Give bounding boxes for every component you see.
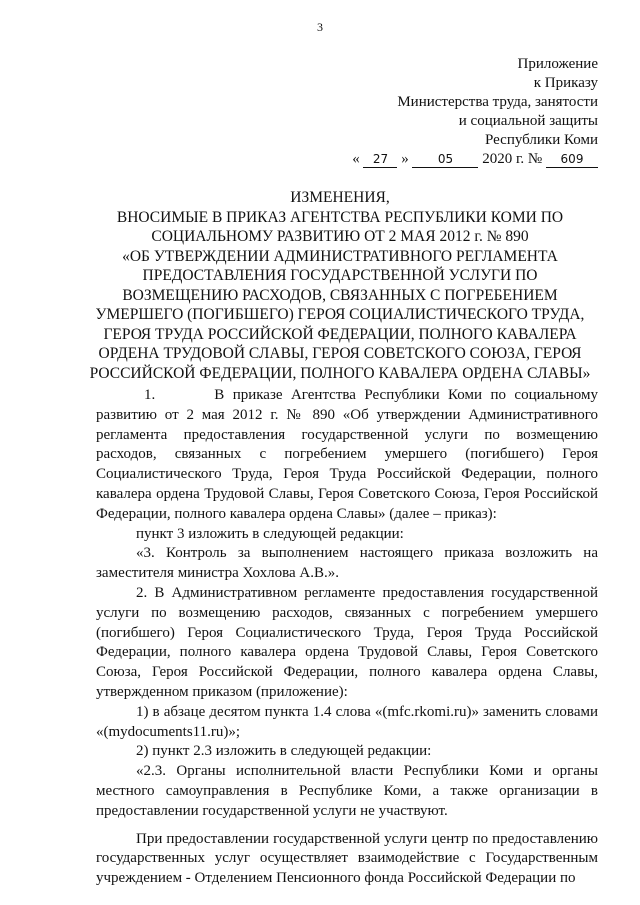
title-line: СОЦИАЛЬНОМУ РАЗВИТИЮ ОТ 2 МАЯ 2012 г. № 890: [151, 228, 529, 245]
paragraph-6: 2) пункт 2.3 изложить в следующей редакции:: [136, 743, 432, 760]
close-quote: »: [401, 151, 409, 167]
order-day: 27: [363, 152, 397, 168]
appendix-line: к Приказу: [533, 75, 598, 91]
appendix-line: Министерства труда, занятости: [397, 94, 598, 110]
order-date-line: [352, 150, 598, 169]
paragraph-7: «2.3. Органы исполнительной власти Республики Коми и органы местного самоуправления в Республике Коми, а также организации в предоставлении государственной услуги не участвуют.: [96, 763, 598, 819]
title-line: ПРЕДОСТАВЛЕНИЯ ГОСУДАРСТВЕННОЙ УСЛУГИ ПО: [142, 267, 538, 284]
title-line: ВНОСИМЫЕ В ПРИКАЗ АГЕНТСТВА РЕСПУБЛИКИ КОМИ ПО: [116, 208, 564, 226]
title-line: ВОЗМЕЩЕНИЮ РАСХОДОВ, СВЯЗАННЫХ С ПОГРЕБЕНИЕМ: [122, 286, 558, 304]
title-line: УМЕРШЕГО (ПОГИБШЕГО) ГЕРОЯ СОЦИАЛИСТИЧЕСКОГО ТРУДА,: [95, 306, 585, 323]
appendix-header: [352, 55, 598, 169]
paragraph-8: При предоставлении государственной услуги центр по предоставлению государственных услуг осуществляет взаимодействие с Государственным учреждением - Отделением Пенсионного фонда Российской Федерации по: [96, 830, 598, 887]
paragraph-1: 1. В приказе Агентства Республики Коми по социальному развитию от 2 мая 2012 г. № 890 «Об утверждении Административного регламента предоставления государственной услуги по возмещению расходов, связанных с погребением умершего (погибшего) Героя Социалистического Труда, Героя Труда Российской Федерации, полного кавалера ордена Трудовой Славы, Героя Советского Союза, Героя Российской Федерации, полного кавалера ордена Славы» (далее – приказ):: [96, 387, 598, 522]
order-number: 609: [546, 152, 598, 168]
order-year: 2020 г. №: [482, 151, 543, 167]
appendix-line: Приложение: [517, 56, 598, 72]
paragraph-5: 1) в абзаце десятом пункта 1.4 слова «(mfc.rkomi.ru)» заменить словами «(mydocuments11.ru)»;: [96, 703, 598, 740]
title-line: ОРДЕНА ТРУДОВОЙ СЛАВЫ, ГЕРОЯ СОВЕТСКОГО СОЮЗА, ГЕРОЯ: [98, 345, 582, 362]
appendix-line: и социальной защиты: [458, 113, 598, 129]
title-line: РОССИЙСКОЙ ФЕДЕРАЦИИ, ПОЛНОГО КАВАЛЕРА ОРДЕНА СЛАВЫ»: [89, 364, 591, 382]
appendix-line: Республики Коми: [485, 132, 598, 148]
page-number: 3: [317, 20, 323, 34]
order-month: 05: [412, 152, 478, 168]
open-quote: «: [352, 151, 360, 167]
document-body: [96, 386, 598, 889]
document-title: [60, 188, 620, 383]
paragraph-3: «3. Контроль за выполнением настоящего приказа возложить на заместителя министра Хохлова А.В.».: [96, 545, 598, 582]
title-line: ГЕРОЯ ТРУДА РОССИЙСКОЙ ФЕДЕРАЦИИ, ПОЛНОГО КАВАЛЕРА: [103, 325, 577, 343]
paragraph-2: пункт 3 изложить в следующей редакции:: [136, 525, 404, 542]
title-line: ИЗМЕНЕНИЯ,: [290, 189, 390, 206]
title-line: «ОБ УТВЕРЖДЕНИИ АДМИНИСТРАТИВНОГО РЕГЛАМЕНТА: [122, 247, 558, 265]
paragraph-4: 2. В Административном регламенте предоставления государственной услуги по возмещению расходов, связанных с погребением умершего (погибшего) Героя Социалистического Труда, Героя Труда Российской Федерации, полного кавалера ордена Трудовой Славы, Героя Советского Союза, Героя Российской Федерации, полного кавалера ордена Славы, утвержденном приказом (приложение):: [96, 584, 598, 700]
